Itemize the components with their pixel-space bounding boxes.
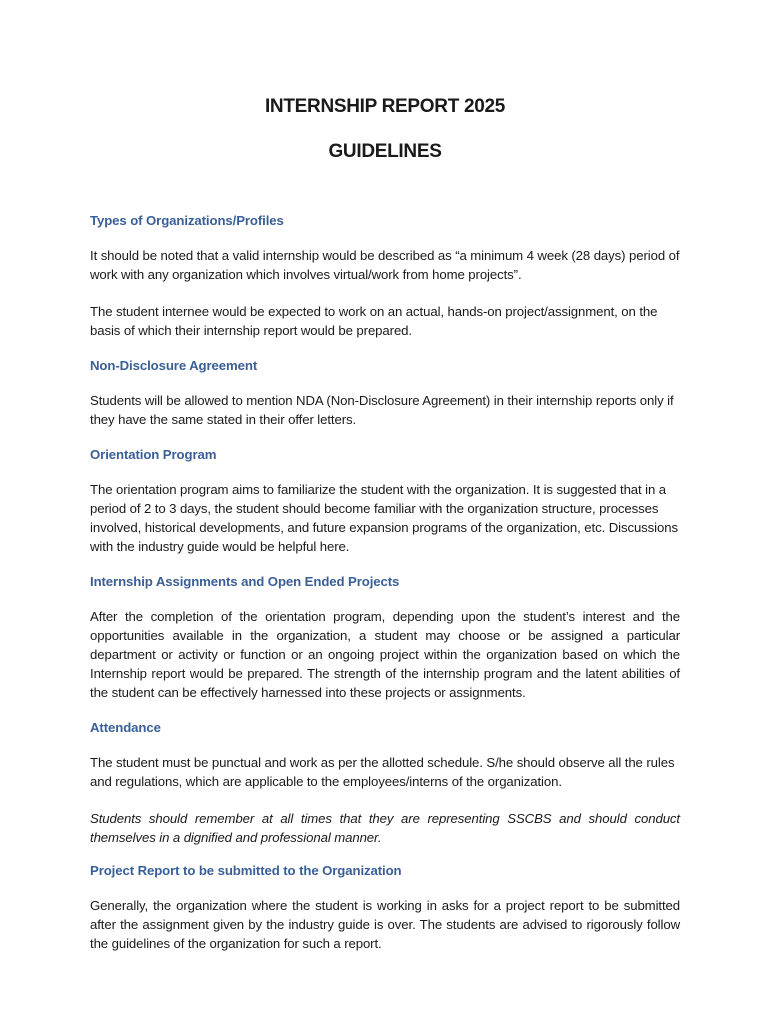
section-heading: Orientation Program [90, 447, 217, 462]
section-heading: Project Report to be submitted to the Organization [90, 863, 402, 878]
document-subtitle: GUIDELINES [328, 141, 442, 162]
paragraph: It should be noted that a valid internship would be described as “a minimum 4 week (28 days) period of work with any organization which involves virtual/work from home projects”. [90, 248, 680, 282]
paragraph: The student internee would be expected to work on an actual, hands-on project/assignment, on the basis of which their internship report would be prepared. [90, 304, 658, 338]
section-heading: Types of Organizations/Profiles [90, 213, 284, 228]
section-attendance [90, 720, 680, 847]
paragraph: After the completion of the orientation program, depending upon the student’s interest and the opportunities available in the organization, a student may choose or be assigned a particular department or activity or function or an ongoing project within the organization based on which the Internship report would be prepared. The strength of the internship program and the latent abilities of the student can be effectively harnessed into these projects or assignments. [90, 609, 680, 700]
paragraph: Generally, the organization where the student is working in asks for a project report to be submitted after the assignment given by the industry guide is over. The students are advised to rigorously follow the guidelines of the organization for such a report. [90, 898, 680, 951]
paragraph: The student must be punctual and work as per the allotted schedule. S/he should observe all the rules and regulations, which are applicable to the employees/interns of the organization. [90, 755, 675, 789]
section-heading: Internship Assignments and Open Ended Projects [90, 574, 400, 589]
section-orientation-program [90, 447, 680, 556]
section-heading: Attendance [90, 720, 161, 735]
document-title: INTERNSHIP REPORT 2025 [264, 96, 506, 117]
paragraph: The orientation program aims to familiarize the student with the organization. It is suggested that in a period of 2 to 3 days, the student should become familiar with the organization structure, processes involved, historical developments, and future expansion programs of the organization, etc. Discussions with the industry guide would be helpful here. [90, 482, 678, 554]
emphasis-paragraph: Students should remember at all times that they are representing SSCBS and should conduct themselves in a dignified and professional manner. [90, 811, 680, 845]
section-heading: Non-Disclosure Agreement [90, 358, 258, 373]
section-non-disclosure-agreement [90, 358, 680, 429]
section-project-report [90, 863, 680, 953]
section-internship-assignments [90, 574, 680, 702]
section-types-of-organizations [90, 213, 680, 340]
paragraph: Students will be allowed to mention NDA (Non-Disclosure Agreement) in their internship reports only if they have the same stated in their offer letters. [90, 393, 674, 427]
